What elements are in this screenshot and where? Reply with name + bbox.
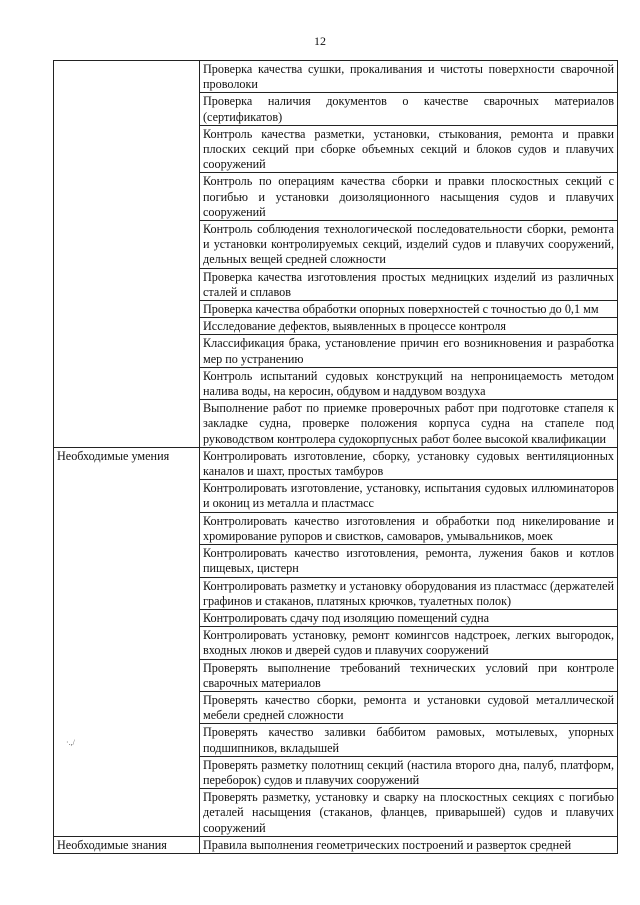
requirements-table [53, 60, 618, 854]
requirement-text: Проверка качества обработки опорных поверхностей с точностью до 0,1 мм [200, 301, 618, 318]
requirement-text: Правила выполнения геометрических построений и разверток средней [200, 836, 618, 853]
requirement-text: Контролировать качество изготовления и обработки под никелирование и хромирование рупоров и свистков, самоваров, умывальников, моек [200, 512, 618, 544]
requirement-text: Проверка качества сушки, прокаливания и чистоты поверхности сварочной проволоки [200, 61, 618, 93]
requirement-text: Проверка наличия документов о качестве сварочных материалов (сертификатов) [200, 93, 618, 125]
scan-mark: ·.,/ [66, 738, 75, 747]
requirement-text: Проверять качество заливки баббитом рамовых, мотылевых, упорных подшипников, вкладышей [200, 724, 618, 756]
requirement-text: Контролировать разметку и установку оборудования из пластмасс (держателей графинов и стаканов, платяных крючков, туалетных полок) [200, 577, 618, 609]
requirement-text: Контролировать сдачу под изоляцию помещений судна [200, 609, 618, 626]
section-label: Необходимые умения [54, 447, 200, 836]
requirement-text: Проверять разметку, установку и сварку на плоскостных секциях с погибью деталей насыщения (стаканов, фланцев, приварышей) судов и плавучих сооружений [200, 789, 618, 837]
requirement-text: Контроль качества разметки, установки, стыкования, ремонта и правки плоских секций при сборке объемных секций и блоков судов и плавучих сооружений [200, 125, 618, 173]
requirement-text: Контролировать изготовление, установку, испытания судовых иллюминаторов и окониц из металла и пластмасс [200, 480, 618, 512]
table-row [54, 61, 618, 93]
requirement-text: Классификация брака, установление причин его возникновения и разработка мер по устранению [200, 335, 618, 367]
requirement-text: Контролировать установку, ремонт комингсов надстроек, легких выгородок, входных люков и дверей судов и плавучих сооружений [200, 627, 618, 659]
requirement-text: Проверять выполнение требований технических условий при контроле сварочных материалов [200, 659, 618, 691]
table-row [54, 836, 618, 853]
requirement-text: Контролировать изготовление, сборку, установку судовых вентиляционных каналов и шахт, простых тамбуров [200, 447, 618, 479]
section-label [54, 61, 200, 448]
requirement-text: Выполнение работ по приемке проверочных работ при подготовке стапеля к закладке судна, проверке положения корпуса судна на стапеле под руководством контролера судокорпусных работ более высокой квалификации [200, 400, 618, 448]
requirement-text: Контроль соблюдения технологической последовательности сборки, ремонта и установки контролируемых секций, изделий судов и плавучих сооружений, дельных вещей средней сложности [200, 221, 618, 269]
requirement-text: Исследование дефектов, выявленных в процессе контроля [200, 318, 618, 335]
requirement-text: Проверять разметку полотнищ секций (настила второго дна, палуб, платформ, переборок) судов и плавучих сооружений [200, 756, 618, 788]
requirement-text: Проверять качество сборки, ремонта и установки судовой металлической мебели средней сложности [200, 691, 618, 723]
table-row [54, 447, 618, 479]
section-label: Необходимые знания [54, 836, 200, 853]
requirement-text: Контроль по операциям качества сборки и правки плоскостных секций с погибью и установки доизоляционного насыщения судов и плавучих сооружений [200, 173, 618, 221]
requirement-text: Контролировать качество изготовления, ремонта, лужения баков и котлов пищевых, цистерн [200, 545, 618, 577]
requirement-text: Проверка качества изготовления простых медницких изделий из различных сталей и сплавов [200, 268, 618, 300]
page-number: 12 [314, 34, 326, 48]
requirement-text: Контроль испытаний судовых конструкций на непроницаемость методом налива воды, на керосин, обдувом и наддувом воздуха [200, 367, 618, 399]
